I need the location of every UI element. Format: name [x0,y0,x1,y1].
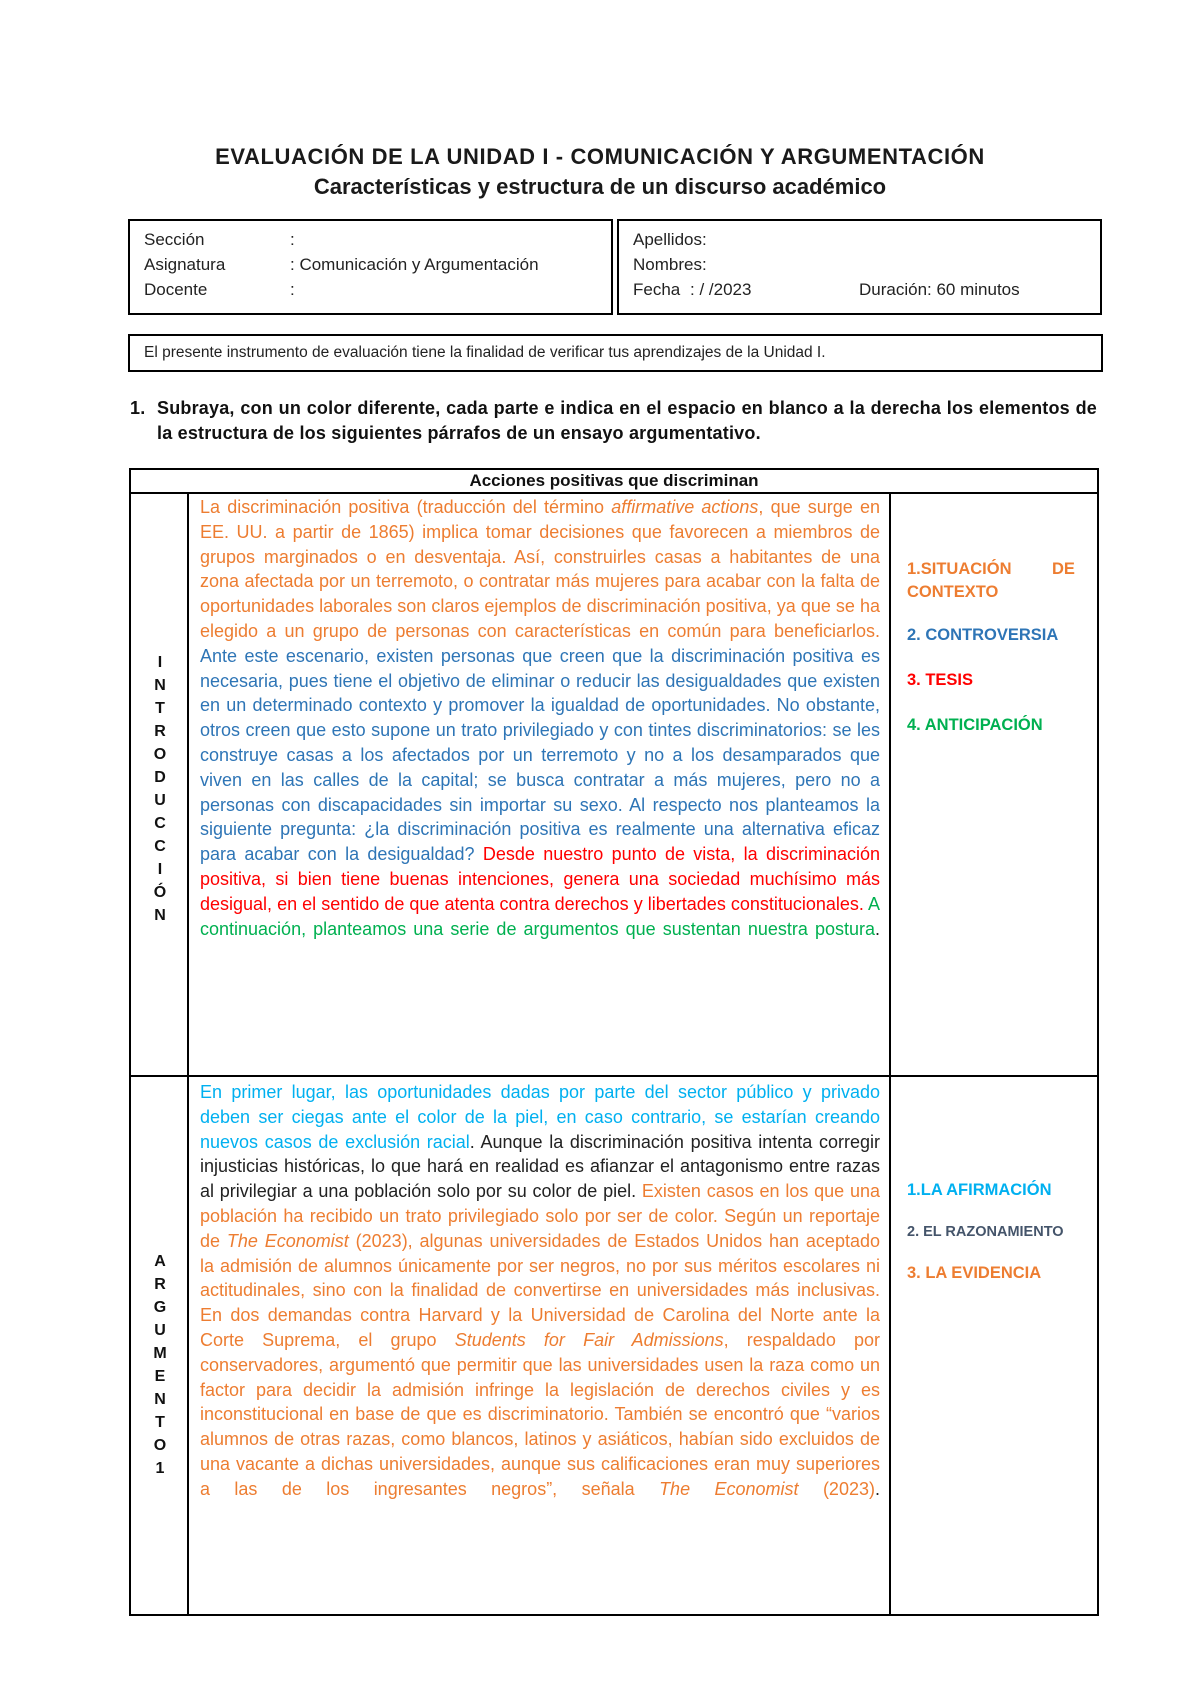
label-razonamiento: 2. EL RAZONAMIENTO [907,1224,1064,1240]
table-heading: Acciones positivas que discriminan [131,470,1097,494]
fecha-label: Fecha [633,280,681,299]
label-situacion: 1.SITUACIÓN [907,560,1012,578]
instruction-number: 1. [130,398,146,418]
label-anticipacion: 4. ANTICIPACIÓN [907,716,1043,734]
apellidos-label: Apellidos: [633,230,707,249]
seccion-label: Sección [144,230,205,249]
section-divider [131,1075,1097,1077]
fecha-field[interactable]: : / /2023 [690,280,752,299]
intro-controversy-text[interactable]: Ante este escenario, existen personas que creen que la discriminación positiva es necesaria, pues tiene el objetivo de eliminar o reducir las desigualdades que existen en un determinado contexto y promover la igualdad de oportunidades. No obstante, otros creen que esto supone un trato privilegiado y con tintes discriminatorios: se les construye casas a los afectados por un terremoto y no a los desamparados que viven en las calles de la capital; se busca contratar a más mujeres, pero no a personas con discapacidades sin importar su sexo. Al respecto nos planteamos la siguiente pregunta: ¿la discriminación positiva es realmente una alternativa eficaz para acabar con la desigualdad? [200,645,880,865]
essay-table [129,468,1099,1616]
label-contexto: CONTEXTO [907,583,999,601]
label-de: DE [1052,560,1075,578]
seccion-field[interactable]: : [290,230,295,249]
arg1-paragraph: En primer lugar, las oportunidades dadas por parte del sector público y privado deben ser ciegas ante el color de la piel, en caso contrario, se estarían creando nuevos casos de exclusión racial. Aunque la discriminación positiva intenta corregir injusticias históricas, lo que hará en realidad es afianzar el antagonismo entre razas al privilegiar a una población solo por su color de piel. Existen casos en los que una población ha recibido un trato privilegiado solo por ser de color. Según un reportaje de The Economist (2023), algunas universidades de Estados Unidos han aceptado la admisión de alumnos únicamente por ser negros, no por sus méritos escolares ni actitudinales, sino con la finalidad de convertirse en universidades más inclusivas. En dos demandas contra Harvard y la Universidad de Carolina del Norte ante la Corte Suprema, el grupo Students for Fair Admissions, respaldado por conservadores, argumentó que permitir que las universidades usen la raza como un factor para decidir la admisión infringe la legislación de derechos civiles y es inconstitucional en base de que es discriminatorio. También se encontró que “varios alumnos de otras razas, como blancos, latinos y asiáticos, habían sido excluidos de una vacante a dichas universidades, aunque sus calificaciones eran muy superiores a las de los ingresantes negros”, señala The Economist (2023). [200,1082,881,1499]
docente-field[interactable]: : [290,280,295,299]
purpose-box [128,334,1103,372]
intro-thesis-text[interactable]: Desde nuestro punto de vista, la discriminación positiva, si bien tiene buenas intenciones, genera una sociedad muchísimo más desigual, en el sentido de que atenta contra derechos y libertades constitucionales. [200,844,881,914]
student-info-left-box [128,219,613,315]
asignatura-field: : Comunicación y Argumentación [290,255,539,274]
column-divider-right [889,492,891,1614]
intro-context-text[interactable]: La discriminación positiva (traducción del término affirmative actions, que surge en EE. UU. a partir de 1865) implica tomar decisiones que favorecen a miembros de grupos marginados o en desventaja. Así, construirles casas a habitantes de una zona afectada por un terremoto, o contratar más mujeres para acabar con la falta de oportunidades laborales son claros ejemplos de discriminación positiva, ya que se ha elegido a un grupo de personas con características en común para beneficiarlos. [200,497,881,641]
duracion-text: Duración: 60 minutos [859,280,1020,299]
docente-label: Docente [144,280,208,299]
label-evidencia: 3. LA EVIDENCIA [907,1264,1042,1282]
arg1-claim-text[interactable]: En primer lugar, las oportunidades dadas por parte del sector público y privado deben ser ciegas ante el color de la piel, en caso contrario, se estarían creando nuevos casos de exclusión racial [200,1082,880,1152]
asignatura-label: Asignatura [144,255,226,274]
student-info-right-box [617,219,1102,315]
arg1-side-label: A R G U M E N T O 1 [153,1253,167,1477]
label-tesis: 3. TESIS [907,671,974,689]
label-controversia: 2. CONTROVERSIA [907,626,1059,644]
intro-paragraph: La discriminación positiva (traducción del término affirmative actions, que surge en EE. UU. a partir de 1865) implica tomar decisiones que favorecen a miembros de grupos marginados o en desventaja. Así, construirles casas a habitantes de una zona afectada por un terremoto, o contratar más mujeres para acabar con la falta de oportunidades laborales son claros ejemplos de discriminación positiva, ya que se ha elegido a un grupo de personas con características en común para beneficiarlos. Ante este escenario, existen personas que creen que la discriminación positiva es necesaria, pues tiene el objetivo de eliminar o reducir las desigualdades que existen en un determinado contexto y promover la igualdad de oportunidades. No obstante, otros creen que esto supone un trato privilegiado y con tintes discriminatorios: se les construye casas a los afectados por un terremoto y no a los desamparados que viven en las calles de la capital; se busca contratar a más mujeres, pero no a personas con discapacidades sin importar su sexo. Al respecto nos planteamos la siguiente pregunta: ¿la discriminación positiva es realmente una alternativa eficaz para acabar con la desigualdad? Desde nuestro punto de vista, la discriminación positiva, si bien tiene buenas intenciones, genera una sociedad muchísimo más desigual, en el sentido de que atenta contra derechos y libertades constitucionales. A continuación, planteamos una serie de argumentos que sustentan nuestra postura. [200,497,881,939]
arg1-evidence-text[interactable]: Existen casos en los que una población ha recibido un trato privilegiado solo por ser de color. Según un reportaje de The Economist (2023), algunas universidades de Estados Unidos han aceptado la admisión de alumnos únicamente por ser negros, no por sus méritos escolares ni actitudinales, sino con la finalidad de convertirse en universidades más inclusivas. En dos demandas contra Harvard y la Universidad de Carolina del Norte ante la Corte Suprema, el grupo Students for Fair Admissions, respaldado por conservadores, argumentó que permitir que las universidades usen la raza como un factor para decidir la admisión infringe la legislación de derechos civiles y es inconstitucional en base de que es discriminatorio. También se encontró que “varios alumnos de otras razas, como blancos, latinos y asiáticos, habían sido excluidos de una vacante a dichas universidades, aunque sus calificaciones eran muy superiores a las de los ingresantes negros”, señala The Economist (2023) [200,1181,881,1499]
page-title: EVALUACIÓN DE LA UNIDAD I - COMUNICACIÓN Y ARGUMENTACIÓN [215,144,985,169]
intro-side-label: I N T R O D U C C I Ó N [153,654,167,924]
arg1-reason-text[interactable]: . Aunque la discriminación positiva intenta corregir injusticias históricas, lo que hará en realidad es afianzar el antagonismo entre razas al privilegiar a una población solo por su color de piel. [200,1131,880,1202]
instruction-text: Subraya, con un color diferente, cada parte e indica en el espacio en blanco a la derecha los elementos de la estructura de los siguientes párrafos de un ensayo argumentativo. [157,398,1097,443]
page-subtitle: Características y estructura de un discurso académico [313,174,887,199]
intro-anticipation-text[interactable]: A continuación, planteamos una serie de argumentos que sustentan nuestra postura [200,893,880,939]
purpose-text: El presente instrumento de evaluación tiene la finalidad de verificar tus aprendizajes de la Unidad I. [144,344,826,361]
label-afirmacion: 1.LA AFIRMACIÓN [907,1181,1052,1199]
nombres-label: Nombres: [633,255,707,274]
